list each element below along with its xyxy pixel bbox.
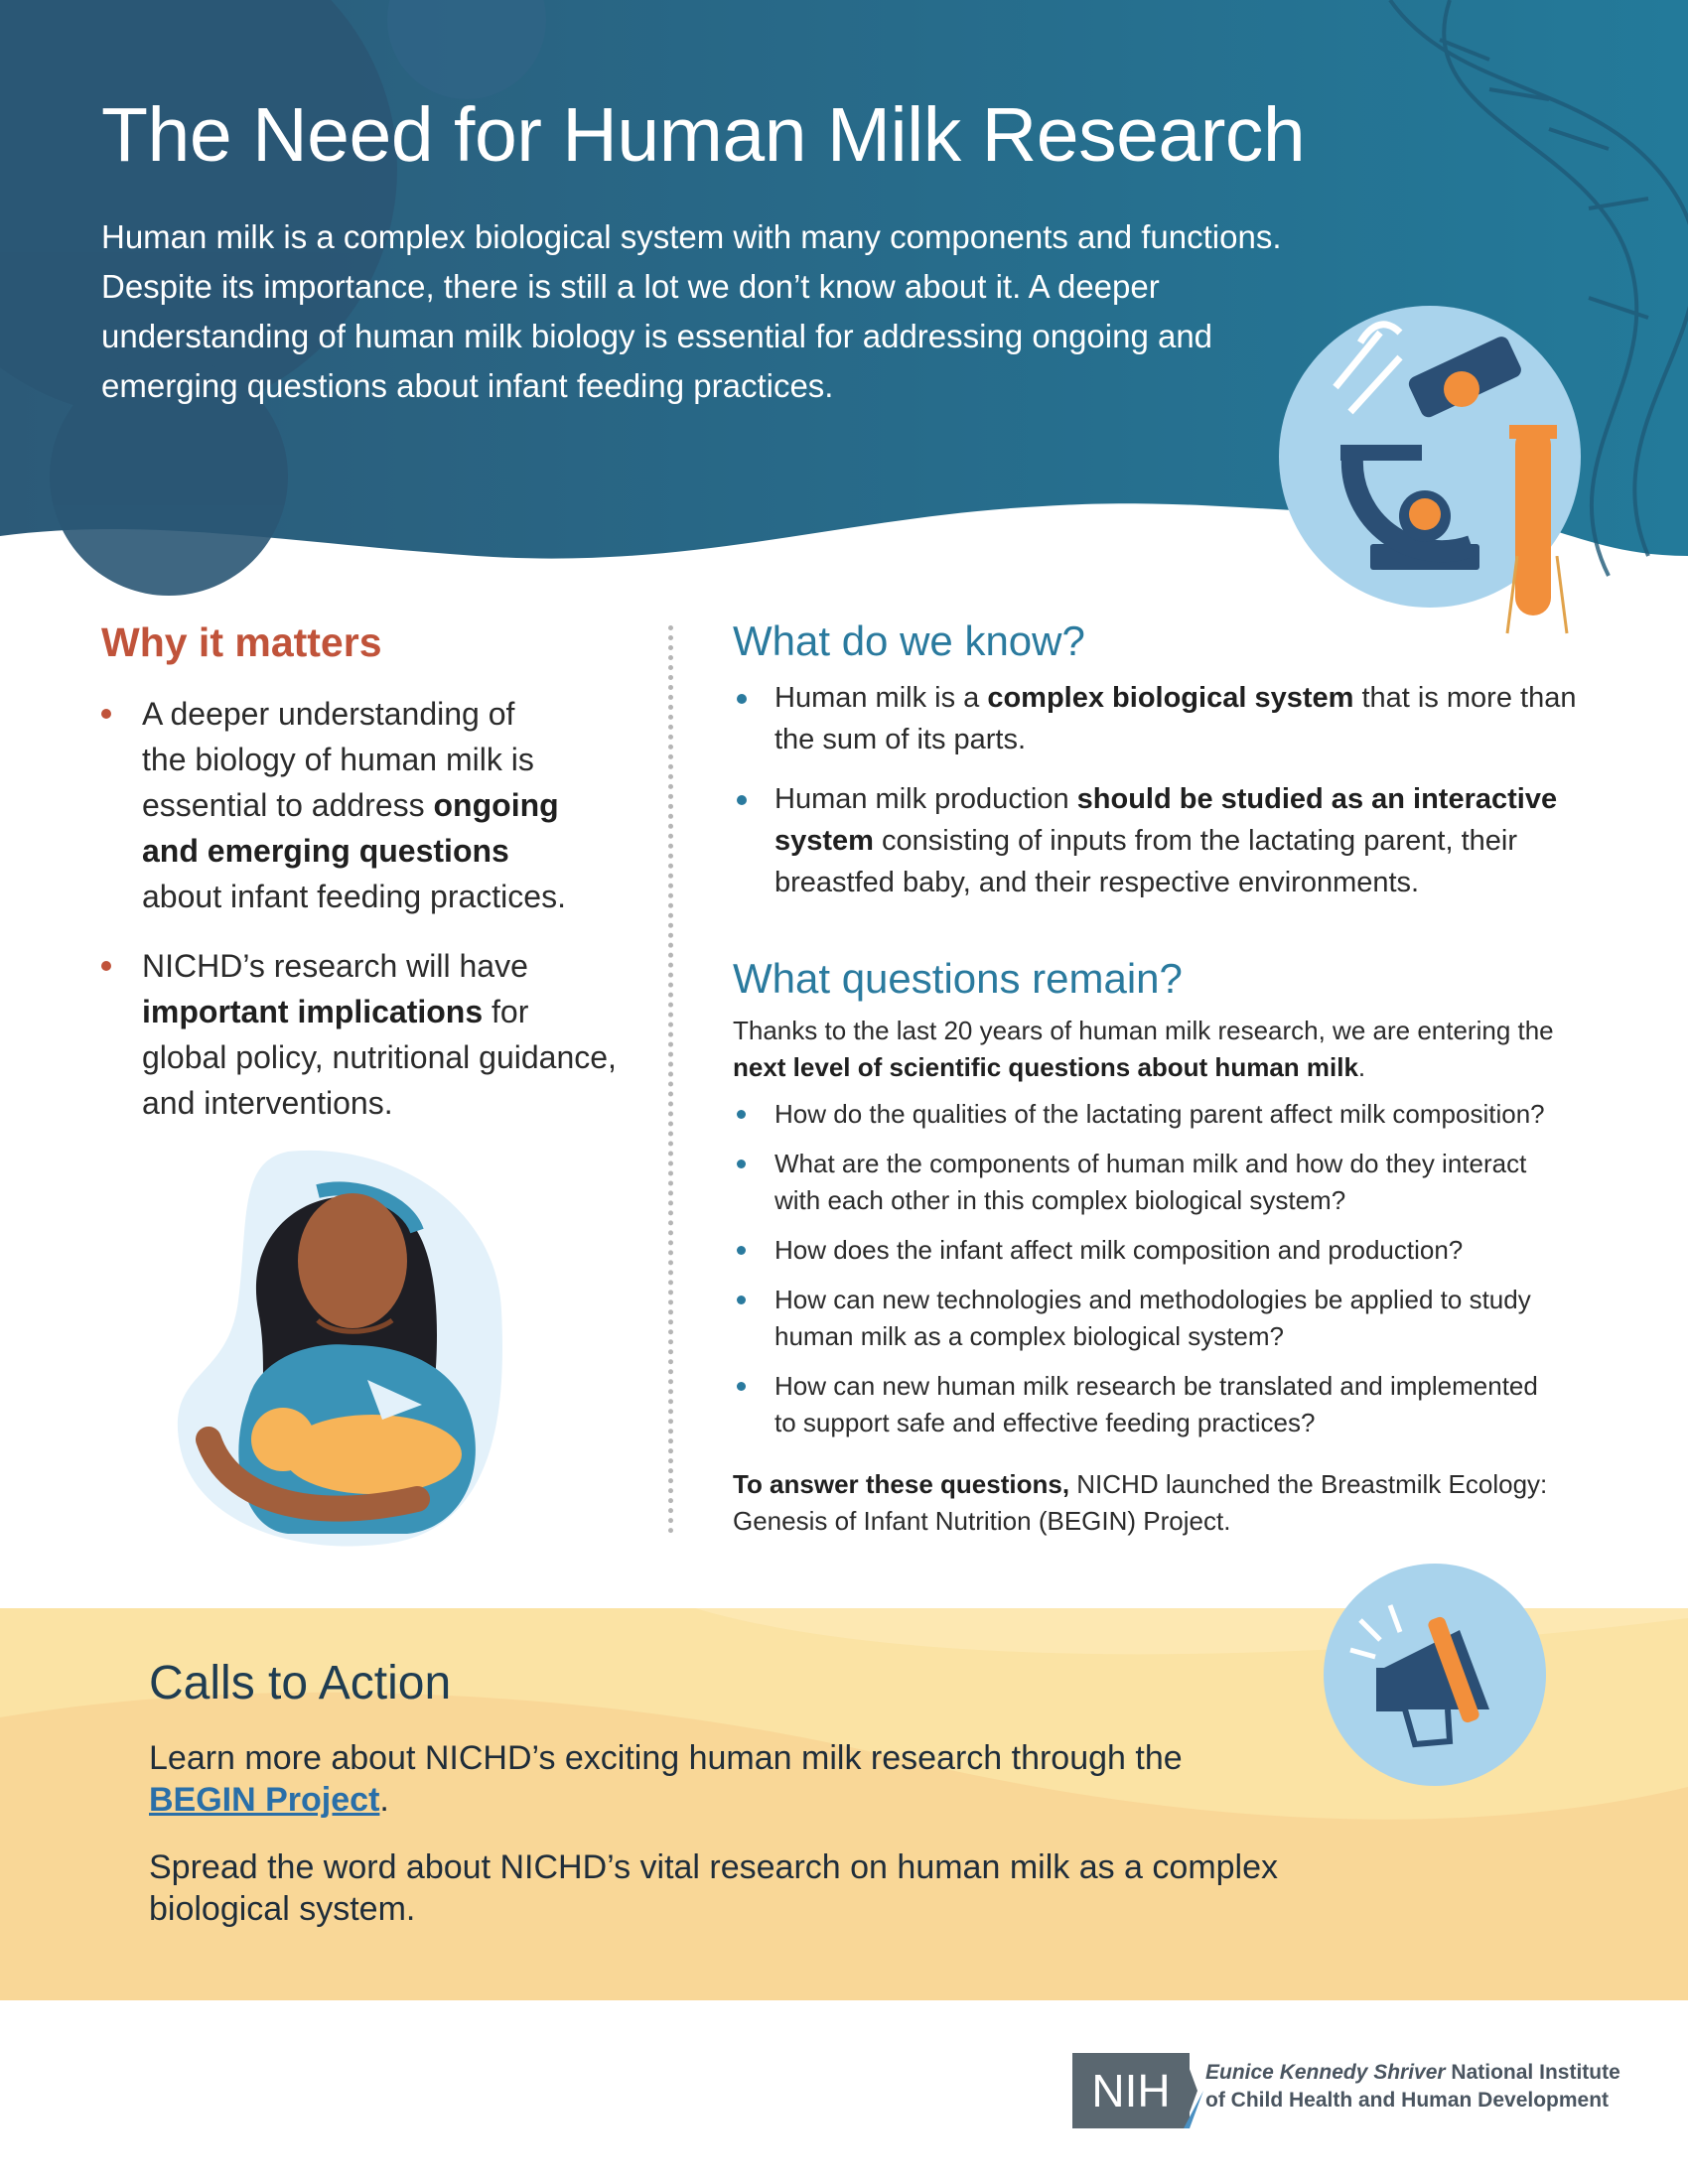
remain-outro: To answer these questions, NICHD launched the Breastmilk Ecology: Genesis of Infant Nutrition (BEGIN) Project. [733, 1469, 1548, 1536]
what-questions-remain-heading: What questions remain? [733, 955, 1183, 1002]
chevron-icon [1184, 2053, 1203, 2128]
intro-paragraph: Human milk is a complex biological system with many components and functions. Despite its importance, there is still a lot we don’t know about it. A deeper understanding of human milk biology is essential for addressing ongoing and emerging questions about infant feeding practices. [101, 218, 1282, 404]
breastfeeding-illustration [169, 1142, 526, 1559]
cta-learn-more: Learn more about NICHD’s exciting human milk research through the BEGIN Project. [149, 1739, 1183, 1819]
calls-to-action-heading: Calls to Action [149, 1657, 452, 1709]
remain-intro: Thanks to the last 20 years of human milk research, we are entering the next level of scientific questions about human milk. [733, 1016, 1554, 1082]
why-it-matters-heading: Why it matters [101, 619, 382, 665]
institute-name-line1: Eunice Kennedy Shriver National Institute [1205, 2061, 1620, 2084]
begin-project-link[interactable]: BEGIN Project [149, 1781, 380, 1819]
list-item: How does the infant affect milk composition and production? [733, 1232, 1626, 1269]
list-item: NICHD’s research will have important implications for global policy, nutritional guidance, and interventions. [101, 943, 637, 1126]
list-item: Human milk production should be studied as an interactive system consisting of inputs from the lactating parent, their breastfed baby, and their respective environments. [733, 778, 1626, 903]
list-item: How do the qualities of the lactating parent affect milk composition? [733, 1096, 1626, 1133]
test-tube-stand [1497, 556, 1577, 635]
list-item: What are the components of human milk and how do they interact with each other in this complex biological system? [733, 1146, 1626, 1219]
column-divider [668, 625, 673, 1534]
know-list [733, 677, 1626, 921]
questions-list [733, 1096, 1626, 1454]
list-item: How can new human milk research be translated and implemented to support safe and effective feeding practices? [733, 1368, 1626, 1441]
list-item: Human milk is a complex biological system that is more than the sum of its parts. [733, 677, 1626, 760]
cta-spread-word: Spread the word about NICHD’s vital research on human milk as a complex biological system. [149, 1848, 1279, 1928]
nih-logo: NIH [1072, 2053, 1190, 2128]
list-item: A deeper understanding of the biology of human milk is essential to address ongoing and emerging questions about infant feeding practices. [101, 691, 637, 919]
page-title: The Need for Human Milk Research [101, 92, 1306, 178]
what-do-we-know-heading: What do we know? [733, 617, 1085, 664]
why-list [101, 691, 637, 1150]
institute-name-line2: of Child Health and Human Development [1205, 2089, 1610, 2112]
list-item: How can new technologies and methodologies be applied to study human milk as a complex biological system? [733, 1282, 1626, 1355]
